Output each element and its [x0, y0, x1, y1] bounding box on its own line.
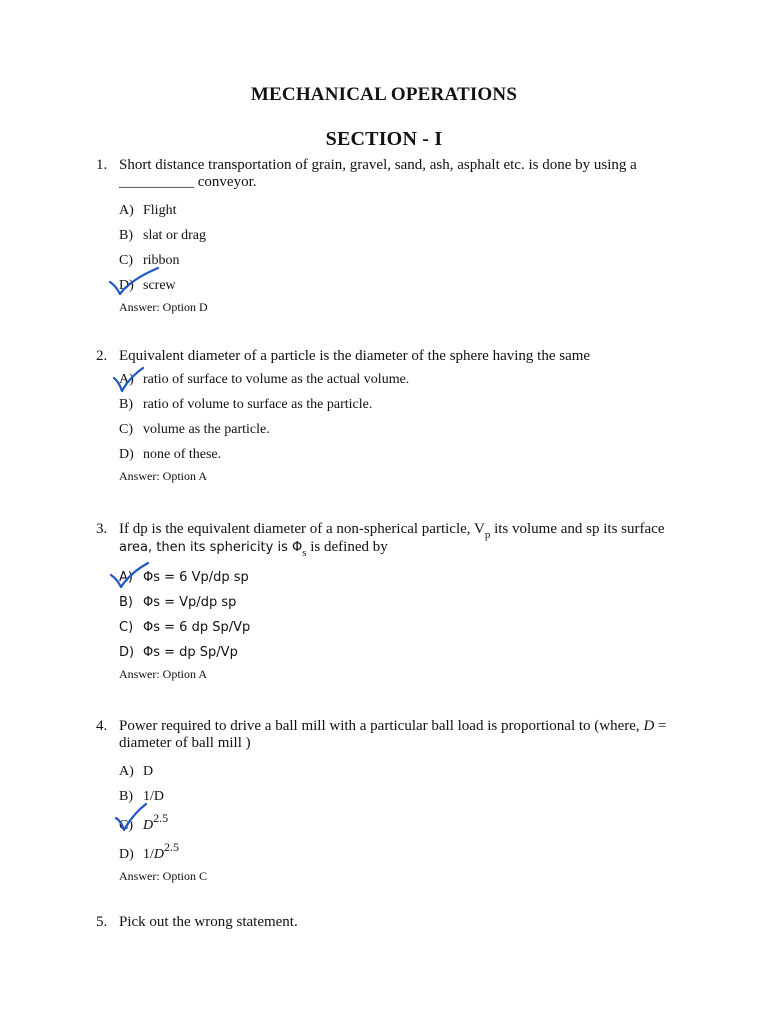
question-number: 4.: [96, 718, 108, 734]
option-list: [119, 565, 696, 665]
option-a: A) D: [119, 764, 154, 779]
option-list: [119, 759, 696, 867]
question-number: 5.: [96, 914, 108, 930]
option-b: B) 1/D: [119, 789, 164, 804]
option-a: A) Flight: [119, 203, 177, 218]
question-number: 2.: [96, 348, 108, 364]
option-c: C) volume as the particle.: [119, 422, 270, 437]
question-number: 1.: [96, 157, 108, 173]
question-3: [96, 521, 696, 682]
option-list: [119, 198, 696, 298]
question-text: Pick out the wrong statement.: [119, 914, 298, 930]
option-list: [119, 367, 696, 467]
option-a: A) ratio of surface to volume as the actual volume.: [119, 372, 410, 387]
option-d: D) Φs = dp Sp/Vp: [119, 645, 238, 660]
question-1: [96, 157, 696, 315]
question-4: [96, 718, 696, 884]
question-text: If dp is the equivalent diameter of a non-spherical particle, $V_p$ its volume and sp its surface area, then its sphericity is $\Phi_s$ is defined by: [119, 521, 665, 559]
section-heading: SECTION - I: [325, 128, 443, 150]
answer-line: Answer: Option C: [119, 869, 207, 883]
option-d: D) 1/D2.5: [119, 840, 180, 862]
option-c: C) D2.5: [119, 811, 169, 833]
question-text: Equivalent diameter of a particle is the diameter of the sphere having the same: [119, 348, 591, 364]
question-number: 3.: [96, 521, 108, 537]
question-text: Power required to drive a ball mill with a particular ball load is proportional to (where, D = diameter of ball mill ): [119, 718, 667, 751]
option-c: C) Φs = 6 dp Sp/Vp: [119, 620, 251, 635]
option-d: D) screw: [119, 278, 176, 293]
option-b: B) slat or drag: [119, 228, 206, 243]
document-title: MECHANICAL OPERATIONS: [250, 84, 518, 105]
answer-line: Answer: Option A: [119, 469, 207, 483]
option-d: D) none of these.: [119, 447, 222, 462]
question-2: [96, 348, 696, 484]
option-b: B) Φs = Vp/dp sp: [119, 595, 237, 610]
option-a: A) Φs = 6 Vp/dp sp: [119, 570, 249, 585]
question-5: [96, 914, 696, 931]
option-b: B) ratio of volume to surface as the particle.: [119, 397, 373, 412]
question-text: Short distance transportation of grain, gravel, sand, ash, asphalt etc. is done by using a __________ conveyor.: [119, 157, 637, 190]
answer-line: Answer: Option A: [119, 667, 207, 681]
option-c: C) ribbon: [119, 253, 180, 268]
answer-line: Answer: Option D: [119, 300, 208, 314]
